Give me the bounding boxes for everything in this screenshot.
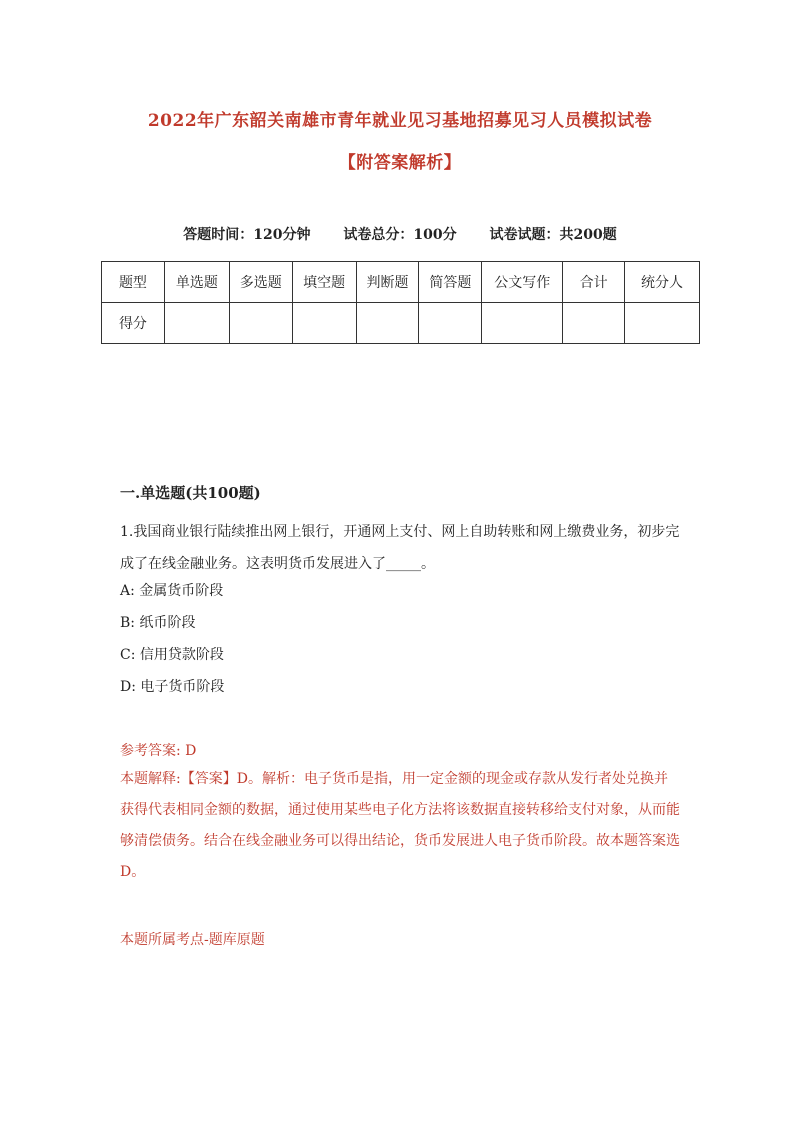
reference-answer: 参考答案: D [120, 743, 197, 759]
exam-meta [0, 224, 800, 244]
score-table-score-row [102, 303, 700, 344]
exam-total-score: 试卷总分：100分 [343, 227, 457, 243]
option-a: A: 金属货币阶段 [120, 583, 224, 599]
score-cell [229, 303, 292, 344]
score-cell [563, 303, 625, 344]
document-title: 2022年广东韶关南雄市青年就业见习基地招募见习人员模拟试卷 [147, 111, 653, 131]
score-cell [625, 303, 700, 344]
answer-explanation: 本题解释:【答案】D。解析：电子货币是指，用一定金额的现金或存款从发行者处兑换并获得代表相同金额的数据，通过使用某些电子化方法将该数据直接转移给支付对象，从而能够清偿债务。结合在线金融业务可以得出结论，货币发展进人电子货币阶段。故本题答案选D。 [120, 771, 680, 880]
score-table-header-cell: 填空题 [292, 262, 356, 303]
score-table-header-cell: 合计 [563, 262, 625, 303]
option-d: D: 电子货币阶段 [120, 679, 225, 695]
score-table-header-cell: 题型 [102, 262, 165, 303]
score-row-label: 得分 [102, 303, 165, 344]
score-cell [482, 303, 563, 344]
score-table [101, 261, 700, 344]
score-table-header-cell: 判断题 [356, 262, 419, 303]
score-table-header-row [102, 262, 700, 303]
document-subtitle: 【附答案解析】 [338, 153, 462, 173]
score-table-header-cell: 简答题 [419, 262, 482, 303]
score-table-header-cell: 公文写作 [482, 262, 563, 303]
exam-question-count: 试卷试题：共200题 [489, 227, 617, 243]
option-b: B: 纸币阶段 [120, 615, 196, 631]
score-cell [356, 303, 419, 344]
section-heading: 一.单选题(共100题) [120, 484, 261, 502]
score-cell [292, 303, 356, 344]
question-text: 1.我国商业银行陆续推出网上银行，开通网上支付、网上自助转账和网上缴费业务，初步完成了在线金融业务。这表明货币发展进入了_____。 [120, 524, 680, 572]
exam-time: 答题时间：120分钟 [183, 227, 311, 243]
score-table-header-cell: 多选题 [229, 262, 292, 303]
knowledge-point: 本题所属考点-题库原题 [120, 932, 265, 948]
score-table-header-cell: 单选题 [164, 262, 229, 303]
score-table-header-cell: 统分人 [625, 262, 700, 303]
score-cell [419, 303, 482, 344]
score-cell [164, 303, 229, 344]
option-c: C: 信用贷款阶段 [120, 647, 224, 663]
